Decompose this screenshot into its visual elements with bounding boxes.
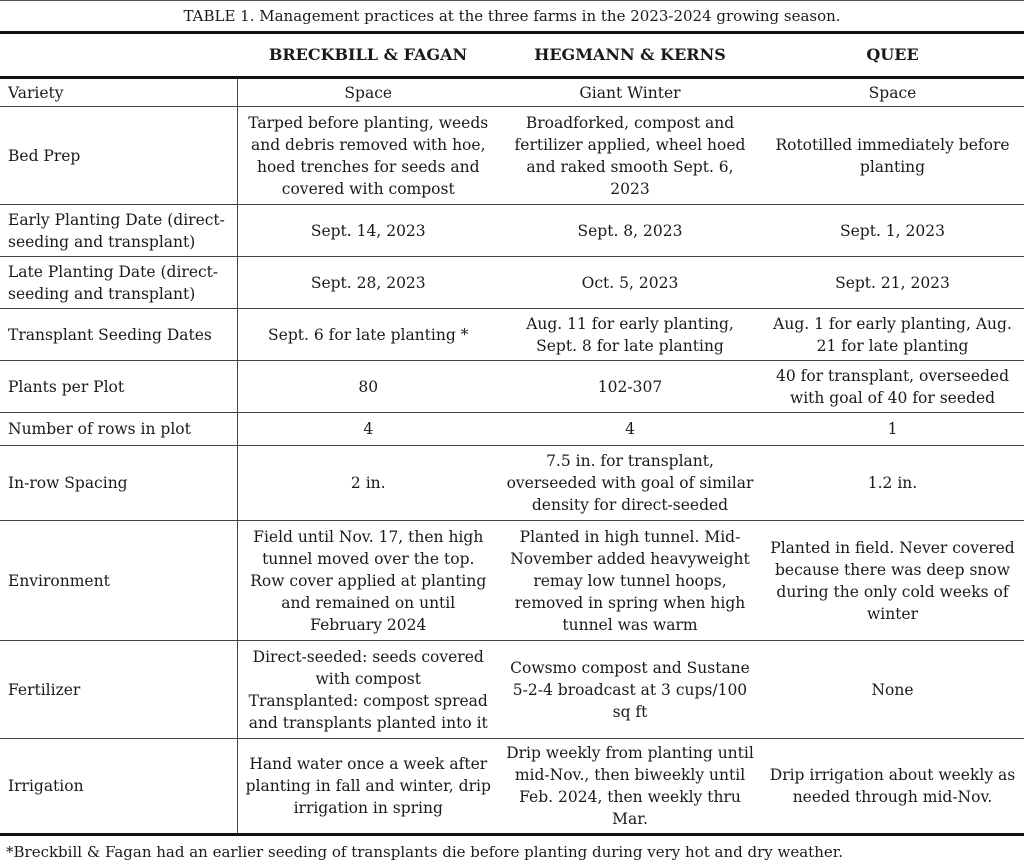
table-row [0, 446, 1024, 521]
row-label: In-row Spacing [0, 446, 237, 521]
table-cell: Drip irrigation about weekly as needed through mid-Nov. [761, 739, 1024, 835]
table-row [0, 107, 1024, 205]
table-cell: Aug. 11 for early planting, Sept. 8 for late planting [499, 309, 761, 361]
table-cell: Sept. 21, 2023 [761, 257, 1024, 309]
row-label: Variety [0, 78, 237, 107]
header-corner [0, 33, 237, 78]
table-cell: Space [761, 78, 1024, 107]
table-cell: Cowsmo compost and Sustane 5-2-4 broadcast at 3 cups/100 sq ft [499, 641, 761, 739]
table-cell: Planted in high tunnel. Mid-November added heavyweight remay low tunnel hoops, removed in spring when high tunnel was warm [499, 521, 761, 641]
table-cell: Planted in field. Never covered because there was deep snow during the only cold weeks of winter [761, 521, 1024, 641]
header-quee: QUEE [761, 33, 1024, 78]
table-cell: 1 [761, 413, 1024, 446]
fertilizer-direct-seeded-text: Direct-seeded: seeds covered with compost [252, 647, 484, 688]
row-label: Bed Prep [0, 107, 237, 205]
table-cell: 102-307 [499, 361, 761, 413]
table-cell: Drip weekly from planting until mid-Nov., then biweekly until Feb. 2024, then weekly thru Mar. [499, 739, 761, 835]
table-cell: 7.5 in. for transplant, overseeded with goal of similar density for direct-seeded [499, 446, 761, 521]
table-cell [237, 641, 499, 739]
table-cell: 40 for transplant, overseeded with goal of 40 for seeded [761, 361, 1024, 413]
table-cell: 1.2 in. [761, 446, 1024, 521]
table-row [0, 309, 1024, 361]
table-cell: Aug. 1 for early planting, Aug. 21 for late planting [761, 309, 1024, 361]
table-cell: 4 [237, 413, 499, 446]
table-cell: Tarped before planting, weeds and debris removed with hoe, hoed trenches for seeds and covered with compost [237, 107, 499, 205]
row-label: Fertilizer [0, 641, 237, 739]
row-label: Irrigation [0, 739, 237, 835]
management-table [0, 31, 1024, 836]
table-row [0, 205, 1024, 257]
table-cell: Oct. 5, 2023 [499, 257, 761, 309]
table-cell: Sept. 1, 2023 [761, 205, 1024, 257]
row-label: Transplant Seeding Dates [0, 309, 237, 361]
table-row [0, 361, 1024, 413]
row-label: Plants per Plot [0, 361, 237, 413]
table-cell: Sept. 14, 2023 [237, 205, 499, 257]
table-cell: Giant Winter [499, 78, 761, 107]
table-row [0, 413, 1024, 446]
header-hegmann-kerns: HEGMANN & KERNS [499, 33, 761, 78]
table-caption: TABLE 1. Management practices at the three farms in the 2023-2024 growing season. [0, 0, 1024, 31]
row-label: Late Planting Date (direct-seeding and transplant) [0, 257, 237, 309]
table-row [0, 641, 1024, 739]
row-label: Number of rows in plot [0, 413, 237, 446]
row-label: Early Planting Date (direct-seeding and transplant) [0, 205, 237, 257]
header-row [0, 33, 1024, 78]
table-cell: Broadforked, compost and fertilizer applied, wheel hoed and raked smooth Sept. 6, 2023 [499, 107, 761, 205]
table-cell: 2 in. [237, 446, 499, 521]
table-row [0, 739, 1024, 835]
header-breckbill-fagan: BRECKBILL & FAGAN [237, 33, 499, 78]
table-row [0, 521, 1024, 641]
table-cell: Field until Nov. 17, then high tunnel moved over the top. Row cover applied at planting and remained on until February 2024 [237, 521, 499, 641]
table-row [0, 257, 1024, 309]
table-cell: Sept. 8, 2023 [499, 205, 761, 257]
table-row [0, 78, 1024, 107]
table-cell: Hand water once a week after planting in fall and winter, drip irrigation in spring [237, 739, 499, 835]
table-footnote: *Breckbill & Fagan had an earlier seeding of transplants die before planting during very hot and dry weather. [6, 843, 844, 861]
table-cell: None [761, 641, 1024, 739]
table-cell: Rototilled immediately before planting [761, 107, 1024, 205]
table-cell: 4 [499, 413, 761, 446]
table-cell: 80 [237, 361, 499, 413]
row-label: Environment [0, 521, 237, 641]
table-cell: Sept. 28, 2023 [237, 257, 499, 309]
fertilizer-transplanted-text: Transplanted: compost spread and transplants planted into it [248, 691, 488, 732]
table-cell: Space [237, 78, 499, 107]
table-cell: Sept. 6 for late planting * [237, 309, 499, 361]
